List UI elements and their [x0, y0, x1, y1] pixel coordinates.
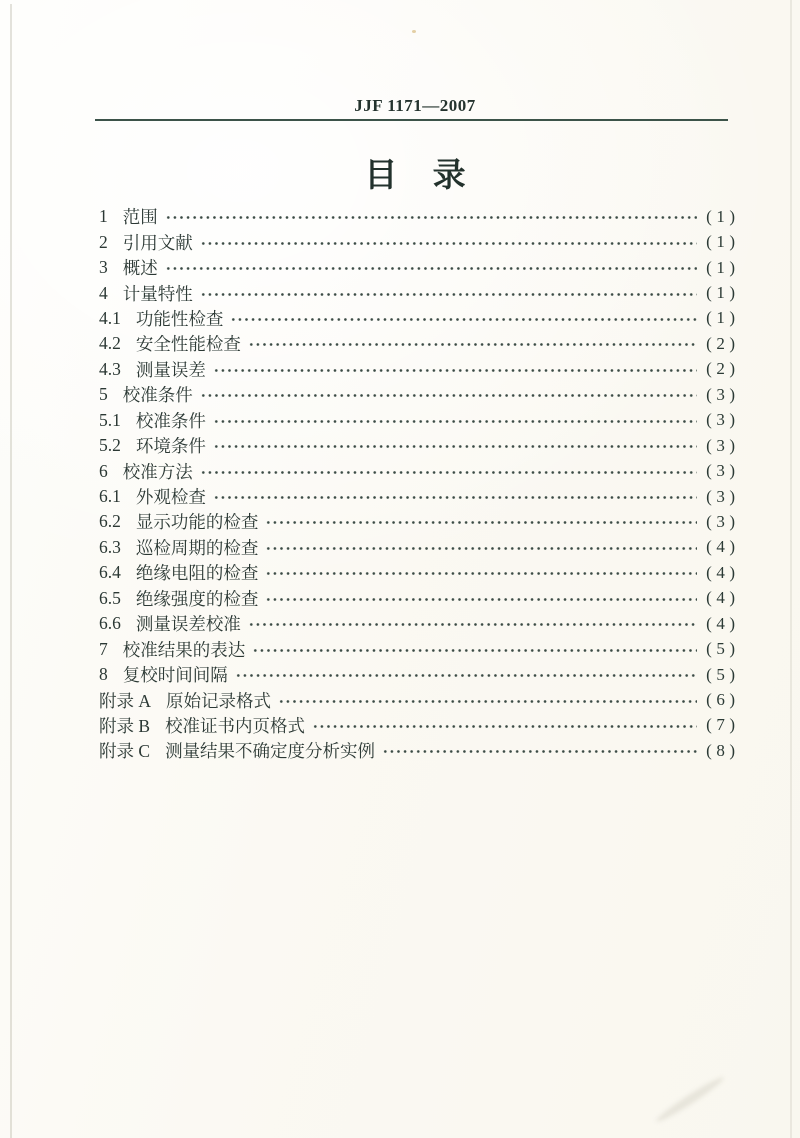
- toc-entry-row: [99, 636, 740, 661]
- toc-entry-row: [99, 331, 740, 356]
- toc-entry-number: 4.1: [99, 307, 121, 328]
- toc-entry-title: 安全性能检查: [135, 334, 241, 355]
- toc-entry-title: 绝缘强度的检查: [135, 588, 259, 609]
- scan-streak-artifact: [654, 1074, 726, 1125]
- toc-entry-title: 功能性检查: [135, 308, 224, 329]
- toc-entry-page-number: (4): [706, 588, 740, 608]
- toc-entry-row: [99, 204, 740, 229]
- toc-leader-dots: [278, 697, 697, 706]
- toc-leader-dots: [265, 595, 697, 604]
- toc-entry-page-number: (2): [706, 333, 740, 353]
- toc-leader-dots: [248, 620, 697, 629]
- toc-entry-title: 测量误差校准: [135, 614, 241, 635]
- toc-leader-dots: [213, 493, 697, 502]
- toc-entry-page-number: (3): [706, 511, 740, 531]
- toc-leader-dots: [312, 722, 697, 731]
- toc-entry-page-number: (3): [706, 435, 740, 455]
- toc-entry-number: 4.3: [99, 358, 121, 379]
- toc-leader-dots: [213, 366, 697, 375]
- toc-entry-page-number: (6): [706, 690, 740, 710]
- toc-leader-dots: [248, 340, 697, 349]
- toc-entry-page-number: (3): [706, 486, 740, 506]
- toc-entry-page-number: (1): [706, 283, 740, 303]
- toc-entry-number: 6.1: [99, 486, 121, 507]
- toc-entry-number: 8: [99, 664, 108, 685]
- toc-entry-title: 范围: [122, 207, 158, 228]
- toc-entry-row: [99, 433, 740, 458]
- toc-entry-number: 6: [99, 460, 108, 481]
- toc-entry-number: 5: [99, 384, 108, 405]
- toc-entry-row: [99, 662, 740, 687]
- toc-entry-page-number: (4): [706, 613, 740, 633]
- toc-entry-number: 附录 C: [99, 741, 151, 762]
- toc-leader-dots: [265, 518, 697, 527]
- toc-leader-dots: [200, 391, 697, 400]
- toc-entry-row: [99, 306, 740, 331]
- toc-leader-dots: [165, 213, 697, 222]
- toc-entry-number: 7: [99, 638, 108, 659]
- toc-entry-row: [99, 255, 740, 280]
- toc-entry-page-number: (3): [706, 384, 740, 404]
- toc-leader-dots: [230, 315, 697, 324]
- toc-leader-dots: [252, 646, 697, 655]
- toc-entry-page-number: (5): [706, 664, 740, 684]
- toc-entry-number: 2: [99, 231, 108, 252]
- toc-leader-dots: [213, 442, 697, 451]
- toc-leader-dots: [213, 417, 697, 426]
- toc-leader-dots: [235, 671, 697, 680]
- toc-entry-row: [99, 560, 740, 585]
- toc-entry-row: [99, 458, 740, 483]
- toc-entry-number: 1: [99, 206, 108, 227]
- toc-entry-row: [99, 382, 740, 407]
- toc-entry-page-number: (7): [706, 715, 740, 735]
- toc-entry-title: 原始记录格式: [166, 690, 272, 711]
- toc-entry-title: 巡检周期的检查: [135, 537, 259, 558]
- toc-entry-page-number: (3): [706, 410, 740, 430]
- document-code-header: JJF 1171—2007: [354, 96, 476, 115]
- toc-leader-dots: [265, 569, 697, 578]
- toc-entry-title: 测量误差: [135, 359, 206, 380]
- toc-entry-row: [99, 713, 740, 738]
- toc-entry-number: 4.2: [99, 333, 121, 354]
- toc-entry-row: [99, 408, 740, 433]
- toc-entry-title: 校准证书内页格式: [165, 715, 306, 736]
- toc-entry-title: 计量特性: [122, 283, 193, 304]
- toc-entry-page-number: (1): [706, 257, 740, 277]
- toc-leader-dots: [200, 290, 697, 299]
- toc-entry-page-number: (1): [706, 232, 740, 252]
- header-rule: [95, 119, 728, 121]
- toc-entry-page-number: (5): [706, 639, 740, 659]
- toc-list: [99, 204, 740, 764]
- toc-entry-row: [99, 535, 740, 560]
- toc-entry-number: 3: [99, 257, 108, 278]
- toc-entry-title: 显示功能的检查: [135, 512, 259, 533]
- toc-entry-title: 概述: [122, 258, 158, 279]
- toc-entry-number: 附录 B: [99, 715, 151, 736]
- toc-entry-number: 6.6: [99, 613, 121, 634]
- toc-leader-dots: [382, 747, 697, 756]
- toc-entry-page-number: (1): [706, 308, 740, 328]
- toc-entry-row: [99, 611, 740, 636]
- toc-entry-row: [99, 484, 740, 509]
- scan-left-edge-line: [10, 4, 12, 1138]
- toc-leader-dots: [200, 239, 697, 248]
- toc-entry-title: 校准条件: [135, 410, 206, 431]
- page-title: 目 录: [364, 158, 466, 194]
- toc-entry-row: [99, 738, 740, 763]
- toc-entry-number: 6.2: [99, 511, 121, 532]
- toc-entry-title: 校准方法: [122, 461, 193, 482]
- toc-entry-page-number: (4): [706, 537, 740, 557]
- toc-entry-number: 5.1: [99, 409, 121, 430]
- toc-entry-row: [99, 586, 740, 611]
- scan-speck-artifact: [412, 30, 416, 33]
- toc-entry-title: 绝缘电阻的检查: [135, 563, 259, 584]
- toc-entry-title: 校准结果的表达: [122, 639, 246, 660]
- toc-entry-number: 附录 A: [99, 690, 152, 711]
- toc-entry-number: 6.3: [99, 536, 121, 557]
- toc-entry-number: 6.4: [99, 562, 121, 583]
- toc-entry-row: [99, 280, 740, 305]
- toc-entry-page-number: (8): [706, 740, 740, 760]
- toc-entry-page-number: (4): [706, 562, 740, 582]
- toc-entry-title: 复校时间间隔: [122, 665, 228, 686]
- toc-entry-page-number: (3): [706, 461, 740, 481]
- toc-leader-dots: [165, 264, 697, 273]
- toc-entry-title: 外观检查: [135, 487, 206, 508]
- toc-entry-number: 6.5: [99, 587, 121, 608]
- toc-entry-number: 5.2: [99, 435, 121, 456]
- toc-entry-page-number: (2): [706, 359, 740, 379]
- toc-entry-title: 测量结果不确定度分析实例: [165, 741, 376, 762]
- toc-entry-number: 4: [99, 282, 108, 303]
- toc-leader-dots: [265, 544, 697, 553]
- toc-entry-row: [99, 229, 740, 254]
- toc-entry-title: 环境条件: [135, 436, 206, 457]
- toc-entry-title: 引用文献: [122, 232, 193, 253]
- toc-leader-dots: [200, 468, 697, 477]
- toc-entry-row: [99, 687, 740, 712]
- toc-entry-page-number: (1): [706, 206, 740, 226]
- scan-right-edge-line: [790, 0, 792, 1138]
- toc-entry-row: [99, 509, 740, 534]
- toc-entry-title: 校准条件: [122, 385, 193, 406]
- toc-entry-row: [99, 357, 740, 382]
